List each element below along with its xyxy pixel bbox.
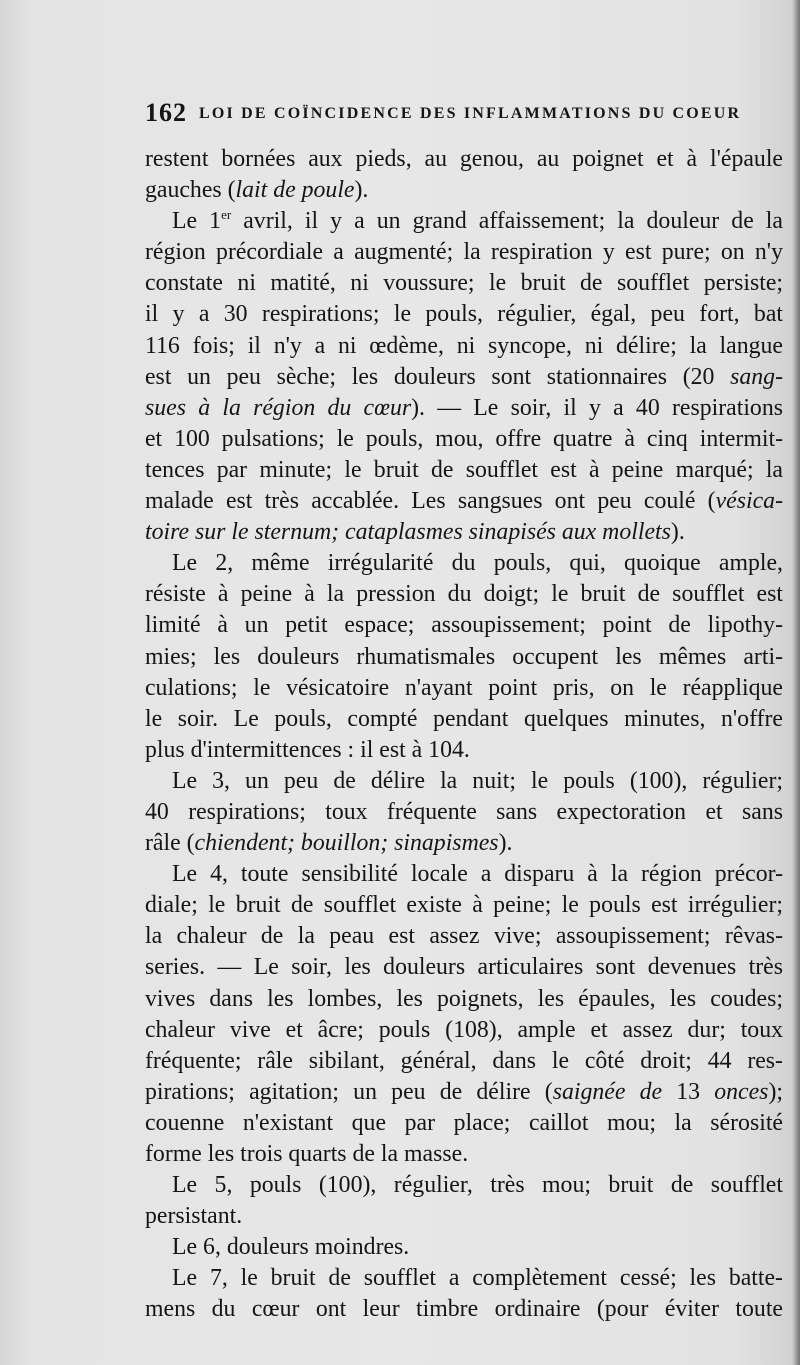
text-line: mies; les douleurs rhumatismales occupent les mêmes arti- <box>145 643 783 670</box>
text-line: et 100 pulsations; le pouls, mou, offre quatre à cinq intermit- <box>145 425 783 452</box>
text-line: le soir. Le pouls, compté pendant quelques minutes, n'offre <box>145 705 783 732</box>
text-line: toire sur le sternum; cataplasmes sinapisés aux mollets). <box>145 519 685 546</box>
text-line: Le 1er avril, il y a un grand affaissement; la douleur de la <box>172 207 783 235</box>
text-line: culations; le vésicatoire n'ayant point pris, on le réapplique <box>145 674 783 701</box>
text-line: plus d'intermittences : il est à 104. <box>145 736 470 763</box>
text-line: la chaleur de la peau est assez vive; assoupissement; rêvas- <box>145 923 783 950</box>
text-line: est un peu sèche; les douleurs sont stationnaires (20 sang- <box>145 363 783 390</box>
text-line: forme les trois quarts de la masse. <box>145 1141 469 1167</box>
page-number: 162 <box>145 98 187 127</box>
text-line: Le 3, un peu de délire la nuit; le pouls (100), régulier; <box>172 767 783 794</box>
text-line: vives dans les lombes, les poignets, les épaules, les coudes; <box>145 985 783 1012</box>
text-line: résiste à peine à la pression du doigt; le bruit de soufflet est <box>145 581 783 608</box>
text-line: couenne n'existant que par place; caillot mou; la sérosité <box>145 1109 783 1136</box>
running-header <box>145 98 775 132</box>
text-line: constate ni matité, ni voussure; le bruit de soufflet persiste; <box>145 270 783 297</box>
text-line: diale; le bruit de soufflet existe à peine; le pouls est irrégulier; <box>145 892 783 919</box>
text-line: Le 7, le bruit de soufflet a complètement cessé; les batte- <box>172 1265 783 1292</box>
text-line: mens du cœur ont leur timbre ordinaire (pour éviter toute <box>145 1296 783 1323</box>
text-line: 116 fois; il n'y a ni œdème, ni syncope, ni délire; la langue <box>145 332 783 359</box>
text-line: chaleur vive et âcre; pouls (108), ample et assez dur; toux <box>145 1016 783 1043</box>
text-line: tences par minute; le bruit de soufflet est à peine marqué; la <box>145 456 783 483</box>
text-line: 40 respirations; toux fréquente sans expectoration et sans <box>145 798 783 825</box>
text-line: sues à la région du cœur). — Le soir, il y a 40 respirations <box>145 394 783 421</box>
text-line: pirations; agitation; un peu de délire (saignée de 13 onces); <box>145 1078 783 1105</box>
body-text <box>145 144 783 1326</box>
text-line: limité à un petit espace; assoupissement; point de lipothy- <box>145 612 783 639</box>
page-edge-shadow <box>792 0 800 1365</box>
text-line: il y a 30 respirations; le pouls, régulier, égal, peu fort, bat <box>145 301 783 328</box>
text-line: restent bornées aux pieds, au genou, au poignet et à l'épaule <box>145 146 783 172</box>
running-title: LOI DE COÏNCIDENCE DES INFLAMMATIONS DU COEUR <box>199 105 742 122</box>
text-line: gauches (lait de poule). <box>145 177 369 204</box>
text-line: Le 6, douleurs moindres. <box>172 1234 410 1261</box>
text-line: râle (chiendent; bouillon; sinapismes). <box>145 830 513 857</box>
text-line: malade est très accablée. Les sangsues ont peu coulé (vésica- <box>145 488 783 515</box>
text-line: Le 5, pouls (100), régulier, très mou; bruit de soufflet <box>172 1172 783 1199</box>
text-line: series. — Le soir, les douleurs articulaires sont devenues très <box>145 954 783 981</box>
text-line: fréquente; râle sibilant, général, dans le côté droit; 44 res- <box>145 1047 783 1074</box>
text-line: Le 4, toute sensibilité locale a disparu à la région précor- <box>172 861 783 888</box>
text-line: région précordiale a augmenté; la respiration y est pure; on n'y <box>145 239 783 266</box>
text-line: persistant. <box>145 1203 243 1230</box>
text-line: Le 2, même irrégularité du pouls, qui, quoique ample, <box>172 550 783 577</box>
